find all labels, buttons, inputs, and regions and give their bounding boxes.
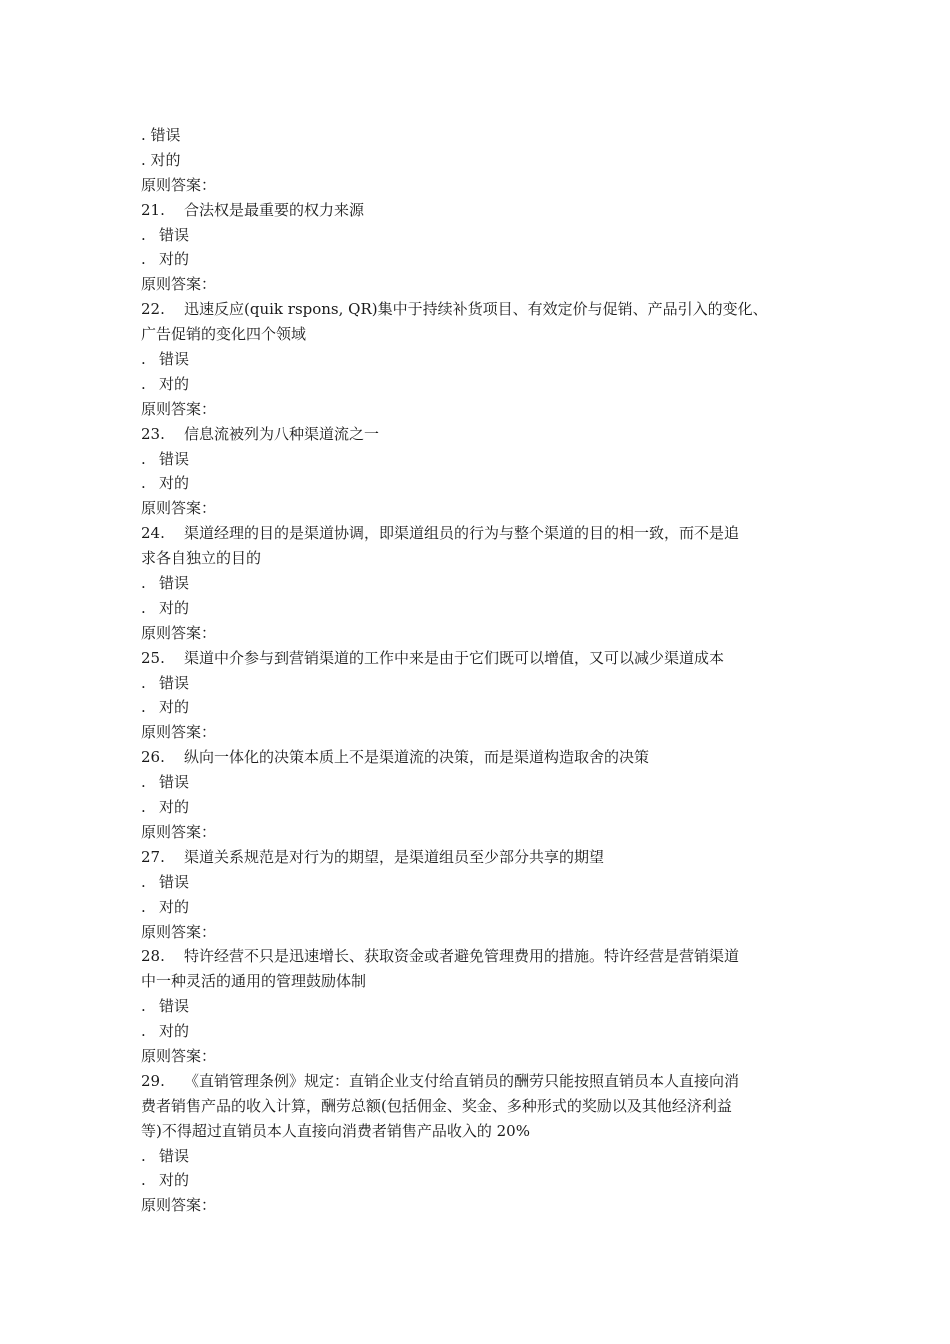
question-29-continued: 费者销售产品的收入计算，酬劳总额(包括佣金、奖金、多种形式的奖励以及其他经济利益: [141, 1096, 732, 1115]
option-correct: . 对的: [141, 698, 190, 717]
question-29: 29. 《直销管理条例》规定：直销企业支付给直销员的酬劳只能按照直销员本人直接向消: [141, 1071, 740, 1090]
document-page: [141, 123, 831, 1218]
standard-answer-label: 原则答案：: [141, 1046, 217, 1065]
question-22: 22. 迅速反应(quik rspons, QR)集中于持续补货项目、有效定价与促销、产品引入的变化、: [141, 300, 768, 319]
option-wrong: . 错误: [141, 350, 190, 369]
option-wrong: . 错误: [141, 126, 181, 144]
option-wrong: . 错误: [141, 1146, 190, 1165]
standard-answer-label: 原则答案：: [141, 499, 217, 518]
question-21: 21. 合法权是最重要的权力来源: [141, 200, 365, 219]
question-25: 25. 渠道中介参与到营销渠道的工作中来是由于它们既可以增值，又可以减少渠道成本: [141, 648, 725, 667]
question-24-continued: 求各自独立的目的: [141, 549, 262, 568]
option-wrong: . 错误: [141, 574, 190, 593]
option-wrong: . 错误: [141, 449, 190, 468]
standard-answer-label: 原则答案：: [141, 822, 217, 841]
question-26: 26. 纵向一体化的决策本质上不是渠道流的决策，而是渠道构造取舍的决策: [141, 748, 650, 767]
option-correct: . 对的: [141, 1171, 190, 1190]
option-correct: . 对的: [141, 798, 190, 817]
standard-answer-label: 原则答案：: [141, 1196, 217, 1215]
option-correct: . 对的: [141, 897, 190, 916]
option-wrong: . 错误: [141, 773, 190, 792]
option-correct: . 对的: [141, 598, 190, 617]
standard-answer-label: 原则答案：: [141, 922, 217, 941]
question-28: 28. 特许经营不只是迅速增长、获取资金或者避免管理费用的措施。特许经营是营销渠道: [141, 947, 740, 966]
option-correct: . 对的: [141, 150, 181, 169]
question-27: 27. 渠道关系规范是对行为的期望，是渠道组员至少部分共享的期望: [141, 847, 605, 866]
question-23: 23. 信息流被列为八种渠道流之一: [141, 424, 380, 443]
option-wrong: . 错误: [141, 872, 190, 891]
question-29-continued: 等)不得超过直销员本人直接向消费者销售产品收入的 20%: [141, 1121, 530, 1140]
option-wrong: . 错误: [141, 225, 190, 244]
standard-answer-label: 原则答案：: [141, 623, 217, 642]
standard-answer-label: 原则答案：: [141, 723, 217, 742]
standard-answer-label: 原则答案：: [141, 275, 217, 294]
option-correct: . 对的: [141, 474, 190, 493]
standard-answer-label: 原则答案：: [141, 175, 217, 194]
option-correct: . 对的: [141, 374, 190, 393]
option-wrong: . 错误: [141, 997, 190, 1016]
option-wrong: . 错误: [141, 673, 190, 692]
question-28-continued: 中一种灵活的通用的管理鼓励体制: [141, 972, 367, 991]
question-22-continued: 广告促销的变化四个领域: [141, 325, 307, 344]
question-24: 24. 渠道经理的目的是渠道协调，即渠道组员的行为与整个渠道的目的相一致，而不是追: [141, 524, 740, 543]
standard-answer-label: 原则答案：: [141, 399, 217, 418]
option-correct: . 对的: [141, 1022, 190, 1041]
option-correct: . 对的: [141, 250, 190, 269]
